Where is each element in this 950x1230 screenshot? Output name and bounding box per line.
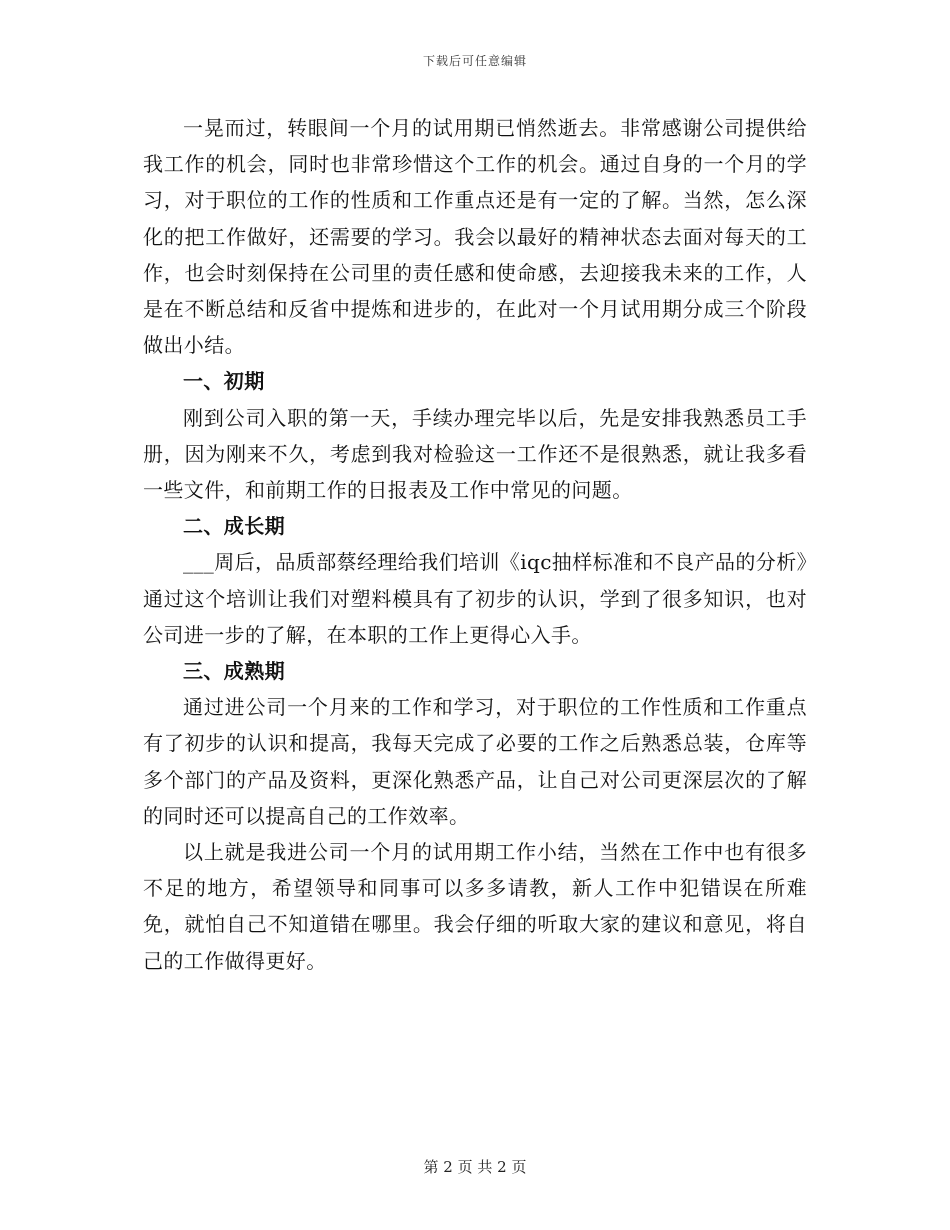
page-header: 下载后可任意编辑 [422, 54, 527, 68]
page-number-footer: 第 2 页 共 2 页 [423, 1158, 527, 1176]
section-initial-paragraph: 刚到公司入职的第一天，手续办理完毕以后，先是安排我熟悉员工手册，因为刚来不久，考虑到我对检验这一工作还不是很熟悉，就让我多看一些文件，和前期工作的日报表及工作中常见的问题。 [143, 405, 807, 503]
section-heading-mature: 三、成熟期 [183, 659, 285, 684]
section-heading-initial: 一、初期 [183, 369, 265, 394]
section-growth-paragraph: ___周后，品质部蔡经理给我们培训《iqc抽样标准和不良产品的分析》通过这个培训让我们对塑料模具有了初步的认识，学到了很多知识，也对公司进一步的了解，在本职的工作上更得心入手。 [143, 550, 807, 647]
conclusion-paragraph: 以上就是我进公司一个月的试用期工作小结，当然在工作中也有很多不足的地方，希望领导和同事可以多多请教，新人工作中犯错误在所难免，就怕自己不知道错在哪里。我会仔细的听取大家的建议和意见，将自己的工作做得更好。 [143, 840, 807, 973]
section-heading-growth: 二、成长期 [183, 514, 285, 539]
document-body [143, 110, 807, 979]
section-mature-paragraph: 通过进公司一个月来的工作和学习，对于职位的工作性质和工作重点有了初步的认识和提高，我每天完成了必要的工作之后熟悉总装，仓库等多个部门的产品及资料，更深化熟悉产品，让自己对公司更深层次的了解的同时还可以提高自己的工作效率。 [143, 695, 807, 828]
intro-paragraph: 一晃而过，转眼间一个月的试用期已悄然逝去。非常感谢公司提供给我工作的机会，同时也非常珍惜这个工作的机会。通过自身的一个月的学习，对于职位的工作的性质和工作重点还是有一定的了解。当然，怎么深化的把工作做好，还需要的学习。我会以最好的精神状态去面对每天的工作，也会时刻保持在公司里的责任感和使命感，去迎接我未来的工作，人是在不断总结和反省中提炼和进步的，在此对一个月试用期分成三个阶段做出小结。 [143, 116, 807, 358]
